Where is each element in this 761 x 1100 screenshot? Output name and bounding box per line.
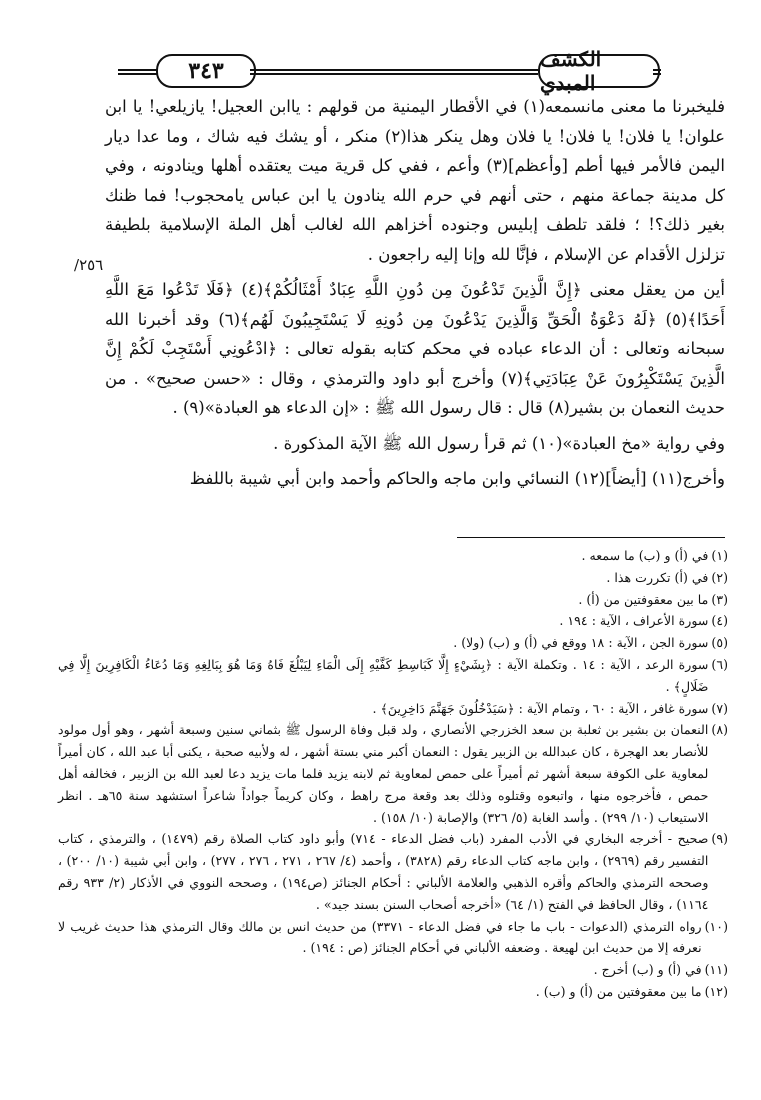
page-header xyxy=(118,47,658,95)
footnote-number: (١١) xyxy=(704,962,728,978)
footnote xyxy=(58,719,728,828)
footnote-number: (٩) xyxy=(711,831,728,847)
footnote-text: النعمان بن بشير بن ثعلبة بن سعد الخزرجي الأنصاري ، ولد قبل وفاة الرسول ﷺ بثماني سنين وسبعة أشهر ، وهو أول مولود للأنصار بعد الهجرة ، كان عبدالله بن الزبير يقول : النعمان أكبر مني بستة أشهر ، له ولأبيه صحبة ، يكنى أبا عبد الله ، كان أميراً لمعاوية على الكوفة سبعة أشهر ثم أميراً على حمص لمعاوية ثم لابنه يزيد فلما مات يزيد دعا لعبد الله بن الزبير ، فخالفه أهل حمص ، فأخرجوه منها ، واتبعوه وقتلوه وذلك بعد وقعة مرج راهط ، وكان كريماً جواداً شاعراً استشهد سنة ٦٥هـ . انظر الاستيعاب (١٠/ ٢٩٩) . وأسد الغابة (٥/ ٣٢٦) والإصابة (١٠/ ١٥٨) . xyxy=(58,722,709,825)
footnote xyxy=(58,828,728,915)
footnote xyxy=(58,632,728,654)
footnote xyxy=(58,610,728,632)
footnotes xyxy=(58,545,728,1003)
footnote xyxy=(58,654,728,698)
footnote-number: (٥) xyxy=(711,635,728,651)
footnote-text: رواه الترمذي (الدعوات - باب ما جاء في فضل الدعاء - ٣٣٧١) من حديث انس بن مالك وقال الترمذي هذا حديث غريب لا نعرفه إلا من حديث ابن لهيعة . وضعفه الألباني في أحكام الجنائز (ص : ١٩٤) . xyxy=(58,918,702,956)
paragraph: وفي رواية «مخ العبادة»(١٠) ثم قرأ رسول الله ﷺ الآية المذكورة . xyxy=(273,433,725,453)
page-number: ٣٤٣ xyxy=(156,54,256,88)
footnote-text: سورة الأعراف ، الآية : ١٩٤ . xyxy=(559,613,709,629)
paragraph: فليخبرنا ما معنى مانسمعه(١) في الأقطار اليمنية من قولهم : ياابن العجيل! يازيلعي! يا ابن علوان! يا فلان! يا فلان! يا فلان وهل ينكر هذا(٢) منكر ، أو يشك فيه شاك ، وما عدا ديار اليمن فالأمر فيها أطم [وأعظم](٣) وأعم ، ففي كل قرية ميت يعتقده أهلها وينادونه ، وفي كل مدينة جماعة منهم ، حتى أنهم في حرم الله ينادون يا ابن عباس يامحجوب! فما ظنك بغير ذلك؟! ؛ فلقد تلطف إبليس وجنوده أخزاهم الله لغالب أهل الملة الإسلامية بلطيفة تزلزل الأقدام عن الإسلام ، فإنَّا لله وإنا إليه راجعون . xyxy=(105,97,726,264)
footnote-number: (٧) xyxy=(711,700,728,716)
footnote-number: (٤) xyxy=(711,613,728,629)
paragraph: أين من يعقل معنى ﴿إِنَّ الَّذِينَ تَدْعُونَ مِن دُونِ اللَّهِ عِبَادٌ أَمْثَالُكُمْ﴾(٤) ﴿فَلَا تَدْعُوا مَعَ اللَّهِ أَحَدًا﴾(٥) ﴿لَهُ دَعْوَةُ الْحَقِّ وَالَّذِينَ يَدْعُونَ مِن دُونِهِ لَا يَسْتَجِيبُونَ لَهُم﴾(٦) وقد أخبرنا الله سبحانه وتعالى : أن الدعاء عباده في محكم كتابه بقوله تعالى : ﴿ادْعُونِي أَسْتَجِبْ لَكُمْ إِنَّ الَّذِينَ يَسْتَكْبِرُونَ عَنْ عِبَادَتِي﴾(٧) وأخرج أبو داود والترمذي ، وقال : «حسن صحيح» . من حديث النعمان بن بشير(٨) قال : قال رسول الله ﷺ : «إن الدعاء هو العبادة»(٩) . xyxy=(105,280,725,417)
footnote-number: (١٢) xyxy=(704,983,728,999)
footnote-text: ما بين معقوفتين من (أ) و (ب) . xyxy=(535,983,702,999)
header-rule xyxy=(250,69,538,75)
footnote-number: (٨) xyxy=(711,722,728,738)
footnote-separator xyxy=(457,537,725,538)
paragraph: وأخرج(١١) [أيضاً](١٢) النسائي وابن ماجه والحاكم وأحمد وابن أبي شيبة باللفظ xyxy=(189,469,725,488)
footnote-number: (١) xyxy=(711,548,728,563)
footnote xyxy=(58,959,728,981)
footnote xyxy=(58,698,728,720)
footnote-number: (٦) xyxy=(711,656,728,672)
header-rule xyxy=(118,69,158,75)
footnote xyxy=(58,545,728,567)
footnote xyxy=(58,589,728,611)
footnote xyxy=(58,981,728,1003)
footnote-text: صحيح - أخرجه البخاري في الأدب المفرد (باب فضل الدعاء - ٧١٤) وأبو داود كتاب الصلاة رقم (١٤٧٩) ، والترمذي ، كتاب التفسير رقم (٢٩٦٩) ، وابن ماجه كتاب الدعاء رقم (٣٨٢٨) ، وأحمد (٤/ ٢٦٧ ، ٢٧١ ، ٢٧٦ ، ٢٧٧) ، وابن أبي شيبة (١٠/ ٢٠٠) ، وصححه الترمذي والحاكم وأقره الذهبي والعلامة الألباني : أحكام الجنائز (ص١٩٤) ، وصححه النووي في الأذكار (٢/ ٩٣٣ رقم ١١٦٤) ، وقال الحافظ في الفتح (١/ ٦٤) «أخرجه أصحاب السنن بسند جيد» . xyxy=(58,831,709,912)
footnote-number: (١٠) xyxy=(704,918,728,934)
book-title: الكشف المبدي xyxy=(538,54,660,88)
footnote-text: في (أ) و (ب) أخرج . xyxy=(593,962,702,978)
footnote-number: (٣) xyxy=(711,591,728,607)
footnote-text: سورة غافر ، الآية : ٦٠ ، وتمام الآية : ﴿سَيَدْخُلُونَ جَهَنَّمَ دَاخِرِينَ﴾ . xyxy=(372,700,709,716)
footnote-text: في (أ) تكررت هذا . xyxy=(606,569,709,585)
footnote-text: سورة الجن ، الآية : ١٨ ووقع في (أ) و (ب) (ولا) . xyxy=(453,635,709,651)
footnote-text: ما بين معقوفتين من (أ) . xyxy=(578,591,709,607)
footnote xyxy=(58,567,728,589)
footnote-text: في (أ) و (ب) ما سمعه . xyxy=(581,548,709,563)
header-rule xyxy=(653,69,661,75)
main-text xyxy=(105,92,725,494)
footnote-text: سورة الرعد ، الآية : ١٤ . وتكملة الآية : ﴿بِشَيْءٍ إِلَّا كَبَاسِطِ كَفَّيْهِ إِلَى الْمَاءِ لِيَبْلُغَ فَاهُ وَمَا هُوَ بِبَالِغِهِ وَمَا دُعَاءُ الْكَافِرِينَ إِلَّا فِي ضَلَالٍ﴾ . xyxy=(58,656,709,694)
manuscript-page-reference: ٢٥٦/ xyxy=(74,256,104,274)
footnote xyxy=(58,916,728,960)
footnote-number: (٢) xyxy=(711,569,728,585)
